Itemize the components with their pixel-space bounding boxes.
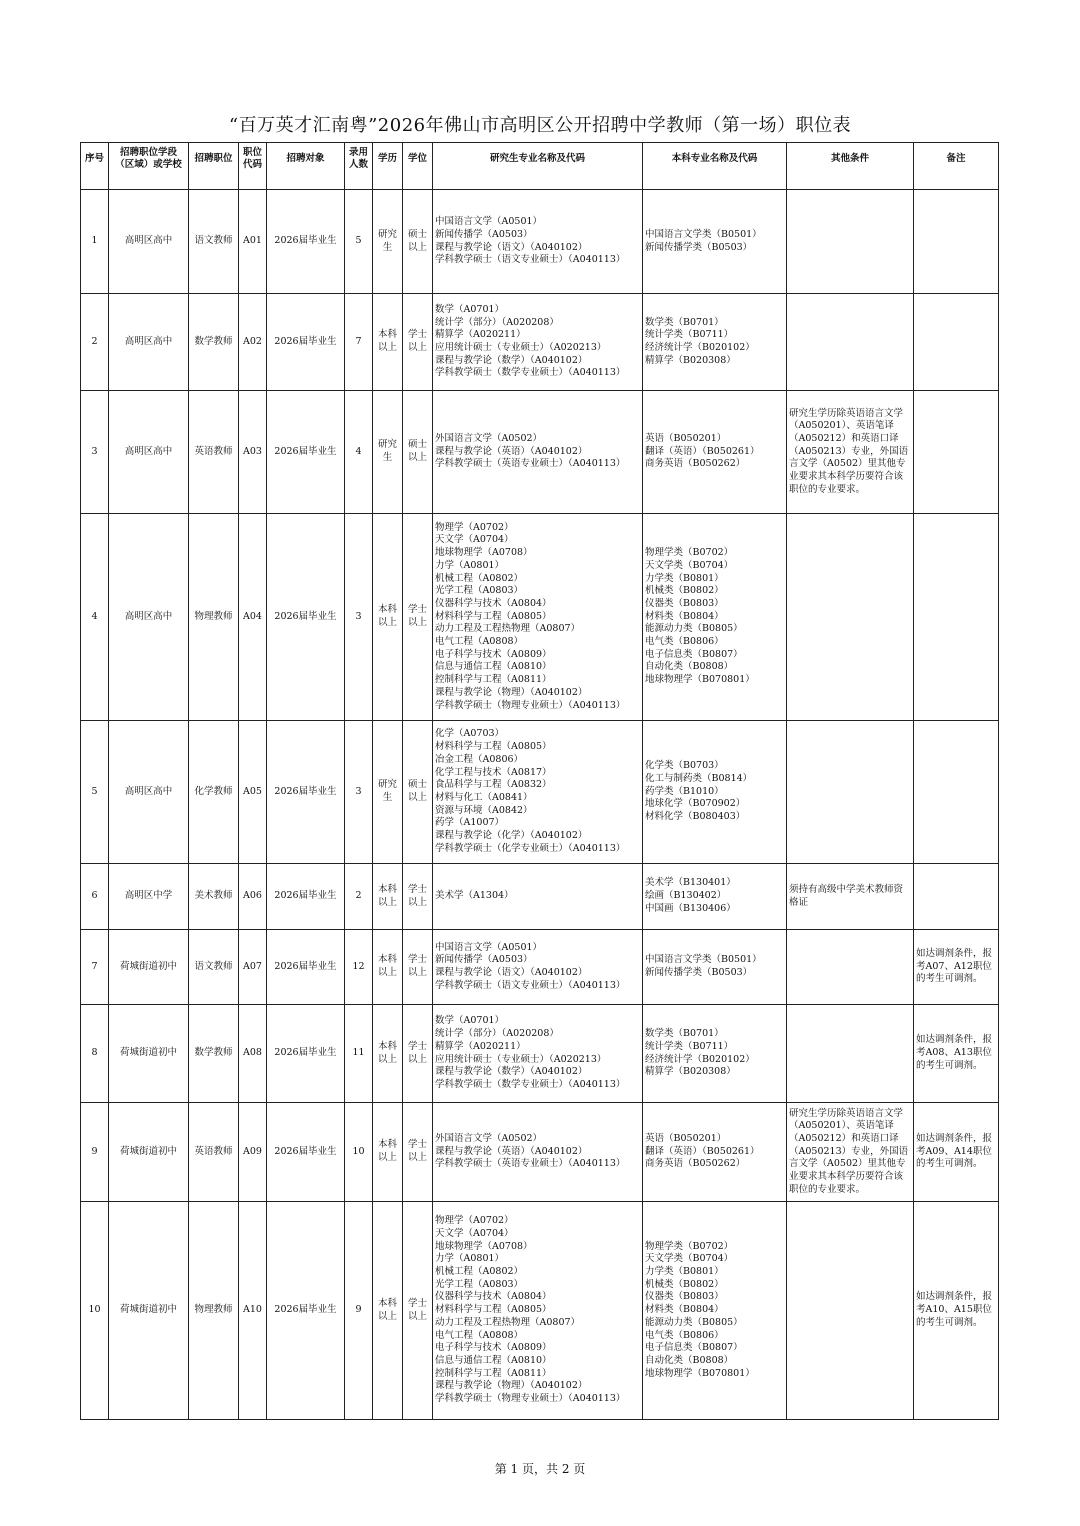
cell-seq: 10 (81, 1202, 109, 1420)
cell-note: 如达调剂条件，报考A08、A13职位的考生可调剂。 (914, 1005, 999, 1103)
header-code: 职位代码 (239, 143, 267, 190)
table-row (81, 1005, 999, 1103)
major-item: 学科教学硕士（物理专业硕士）（A040113） (435, 1393, 626, 1405)
cell-position: 物理教师 (189, 514, 239, 721)
major-item: 课程与教学论（化学）（A040102） (435, 830, 588, 842)
cell-count: 12 (345, 930, 373, 1005)
header-grad-majors: 研究生专业名称及代码 (433, 143, 643, 190)
cell-degree: 学士以上 (403, 930, 433, 1005)
major-item: 学科教学硕士（英语专业硕士）（A040113） (435, 458, 626, 470)
cell-ug-majors (643, 190, 787, 294)
header-ug-majors: 本科专业名称及代码 (643, 143, 787, 190)
cell-grad-majors (433, 1202, 643, 1420)
table-row (81, 1103, 999, 1202)
major-item: 冶金工程（A0806） (435, 753, 524, 765)
major-item: 化工与制药类（B0814） (645, 772, 753, 784)
header-degree: 学位 (403, 143, 433, 190)
major-item: 中国语言文学类（B0501） (645, 228, 762, 240)
cell-position: 美术教师 (189, 864, 239, 930)
cell-code: A10 (239, 1202, 267, 1420)
major-item: 力学类（B0801） (645, 572, 724, 584)
major-item: 电子科学与技术（A0809） (435, 648, 552, 660)
major-item: 学科教学硕士（数学专业硕士）（A040113） (435, 367, 626, 379)
cell-count: 7 (345, 294, 373, 391)
cell-other: 研究生学历除英语语言文学（A050201）、英语笔译（A050212）和英语口译（A050213）专业，外国语言文学（A0502）里其他专业要求其本科学历要符合该职位的专业要求。 (787, 391, 914, 514)
cell-degree: 硕士以上 (403, 190, 433, 294)
cell-other: 须持有高级中学美术教师资格证 (787, 864, 914, 930)
major-item: 课程与教学论（物理）（A040102） (435, 686, 588, 698)
cell-note (914, 190, 999, 294)
cell-note: 如达调剂条件，报考A09、A14职位的考生可调剂。 (914, 1103, 999, 1202)
cell-ug-majors (643, 864, 787, 930)
major-item: 中国语言文学类（B0501） (645, 954, 762, 966)
cell-code: A06 (239, 864, 267, 930)
cell-edu: 本科以上 (373, 1005, 403, 1103)
major-item: 光学工程（A0803） (435, 1278, 524, 1290)
header-area: 招聘职位学段（区域）或学校 (109, 143, 189, 190)
table-row (81, 1202, 999, 1420)
cell-count: 9 (345, 1202, 373, 1420)
cell-code: A07 (239, 930, 267, 1005)
cell-other (787, 930, 914, 1005)
cell-target: 2026届毕业生 (267, 294, 345, 391)
major-item: 统计学类（B0711） (645, 329, 734, 341)
cell-target: 2026届毕业生 (267, 930, 345, 1005)
cell-target: 2026届毕业生 (267, 1005, 345, 1103)
cell-count: 10 (345, 1103, 373, 1202)
major-item: 学科教学硕士（物理专业硕士）（A040113） (435, 699, 626, 711)
major-item: 自动化类（B0808） (645, 1354, 734, 1366)
cell-edu: 研究生 (373, 391, 403, 514)
major-item: 电子科学与技术（A0809） (435, 1342, 552, 1354)
major-item: 绘画（B130402） (645, 890, 727, 902)
header-seq: 序号 (81, 143, 109, 190)
cell-grad-majors (433, 391, 643, 514)
cell-code: A05 (239, 721, 267, 864)
major-item: 机械工程（A0802） (435, 1266, 524, 1278)
cell-degree: 学士以上 (403, 864, 433, 930)
cell-position: 英语教师 (189, 391, 239, 514)
header-note: 备注 (914, 143, 999, 190)
major-item: 学科教学硕士（语文专业硕士）（A040113） (435, 979, 626, 991)
cell-code: A08 (239, 1005, 267, 1103)
major-item: 电气类（B0806） (645, 636, 724, 648)
cell-area: 荷城街道初中 (109, 930, 189, 1005)
cell-code: A01 (239, 190, 267, 294)
cell-degree: 学士以上 (403, 514, 433, 721)
major-item: 物理学类（B0702） (645, 1240, 734, 1252)
cell-code: A09 (239, 1103, 267, 1202)
page-title: “百万英才汇南粤”2026年佛山市高明区公开招聘中学教师（第一场）职位表 (228, 115, 852, 136)
cell-ug-majors (643, 1202, 787, 1420)
major-item: 地球物理学（B070801） (645, 674, 755, 686)
cell-seq: 6 (81, 864, 109, 930)
major-item: 中国语言文学（A0501） (435, 216, 543, 228)
cell-seq: 2 (81, 294, 109, 391)
cell-target: 2026届毕业生 (267, 514, 345, 721)
table-row (81, 391, 999, 514)
major-item: 化学类（B0703） (645, 760, 724, 772)
major-item: 学科教学硕士（化学专业硕士）（A040113） (435, 842, 626, 854)
cell-degree: 学士以上 (403, 1202, 433, 1420)
cell-other (787, 1202, 914, 1420)
major-item: 机械类（B0802） (645, 585, 724, 597)
cell-grad-majors (433, 864, 643, 930)
major-item: 力学（A0801） (435, 1253, 505, 1265)
major-item: 仪器科学与技术（A0804） (435, 597, 552, 609)
major-item: 地球物理学（A0708） (435, 1240, 533, 1252)
header-edu: 学历 (373, 143, 403, 190)
cell-note (914, 294, 999, 391)
major-item: 材料类（B0804） (645, 1304, 724, 1316)
cell-degree: 硕士以上 (403, 391, 433, 514)
cell-edu: 本科以上 (373, 514, 403, 721)
major-item: 电气工程（A0808） (435, 1329, 524, 1341)
major-item: 天文学（A0704） (435, 534, 514, 546)
major-item: 数学类（B0701） (645, 316, 724, 328)
cell-seq: 9 (81, 1103, 109, 1202)
cell-area: 高明区中学 (109, 864, 189, 930)
cell-target: 2026届毕业生 (267, 721, 345, 864)
header-count: 录用人数 (345, 143, 373, 190)
cell-other (787, 514, 914, 721)
major-item: 商务英语（B050262） (645, 1158, 746, 1170)
cell-code: A03 (239, 391, 267, 514)
table-row (81, 721, 999, 864)
major-item: 精算学（A020211） (435, 329, 526, 341)
major-item: 课程与教学论（语文）（A040102） (435, 241, 588, 253)
major-item: 电气工程（A0808） (435, 636, 524, 648)
major-item: 物理学类（B0702） (645, 547, 734, 559)
major-item: 机械类（B0802） (645, 1278, 724, 1290)
major-item: 控制科学与工程（A0811） (435, 1367, 552, 1379)
cell-count: 11 (345, 1005, 373, 1103)
cell-count: 5 (345, 190, 373, 294)
cell-edu: 本科以上 (373, 930, 403, 1005)
table-row (81, 514, 999, 721)
cell-ug-majors (643, 1005, 787, 1103)
major-item: 材料类（B0804） (645, 610, 724, 622)
cell-other: 研究生学历除英语语言文学（A050201）、英语笔译（A050212）和英语口译（A050213）专业，外国语言文学（A0502）里其他专业要求其本科学历要符合该职位的专业要求。 (787, 1103, 914, 1202)
cell-note: 如达调剂条件，报考A10、A15职位的考生可调剂。 (914, 1202, 999, 1420)
major-item: 材料科学与工程（A0805） (435, 610, 552, 622)
major-item: 电子信息类（B0807） (645, 1342, 743, 1354)
major-item: 经济统计学（B020102） (645, 342, 755, 353)
major-item: 仪器类（B0803） (645, 597, 724, 609)
major-item: 药学类（B1010） (645, 785, 724, 797)
cell-count: 3 (345, 514, 373, 721)
major-item: 英语（B050201） (645, 1132, 727, 1144)
major-item: 统计学类（B0711） (645, 1040, 734, 1052)
major-item: 课程与教学论（英语）（A040102） (435, 1145, 588, 1157)
major-item: 天文学（A0704） (435, 1227, 514, 1239)
cell-edu: 本科以上 (373, 294, 403, 391)
major-item: 天文学类（B0704） (645, 559, 734, 571)
major-item: 商务英语（B050262） (645, 458, 746, 470)
major-item: 学科教学硕士（数学专业硕士）（A040113） (435, 1078, 626, 1090)
cell-position: 数学教师 (189, 1005, 239, 1103)
cell-target: 2026届毕业生 (267, 864, 345, 930)
major-item: 仪器类（B0803） (645, 1291, 724, 1303)
major-item: 力学（A0801） (435, 559, 505, 571)
cell-ug-majors (643, 514, 787, 721)
major-item: 美术学（B130401） (645, 877, 736, 889)
major-item: 新闻传播学类（B0503） (645, 241, 753, 253)
major-item: 天文学类（B0704） (645, 1253, 734, 1265)
cell-seq: 4 (81, 514, 109, 721)
cell-area: 高明区高中 (109, 190, 189, 294)
cell-edu: 研究生 (373, 190, 403, 294)
major-item: 英语（B050201） (645, 432, 727, 444)
cell-grad-majors (433, 1005, 643, 1103)
cell-ug-majors (643, 721, 787, 864)
major-item: 课程与教学论（语文）（A040102） (435, 967, 588, 978)
table-row (81, 190, 999, 294)
major-item: 地球物理学（B070801） (645, 1367, 755, 1379)
major-item: 动力工程及工程热物理（A0807） (435, 623, 581, 635)
major-item: 化学（A0703） (435, 728, 505, 740)
cell-edu: 本科以上 (373, 1103, 403, 1202)
major-item: 学科教学硕士（英语专业硕士）（A040113） (435, 1158, 626, 1170)
major-item: 物理学（A0702） (435, 521, 514, 533)
cell-count: 2 (345, 864, 373, 930)
major-item: 中国画（B130406） (645, 902, 736, 914)
cell-seq: 7 (81, 930, 109, 1005)
major-item: 材料科学与工程（A0805） (435, 741, 552, 753)
major-item: 数学类（B0701） (645, 1028, 724, 1040)
major-item: 翻译（英语）（B050261） (645, 1145, 760, 1157)
major-item: 外国语言文学（A0502） (435, 1132, 543, 1144)
cell-ug-majors (643, 930, 787, 1005)
major-item: 新闻传播学（A0503） (435, 954, 533, 966)
cell-area: 荷城街道初中 (109, 1103, 189, 1202)
cell-other (787, 1005, 914, 1103)
cell-area: 荷城街道初中 (109, 1005, 189, 1103)
major-item: 统计学（部分）（A020208） (435, 316, 559, 328)
major-item: 力学类（B0801） (645, 1266, 724, 1278)
header-position: 招聘职位 (189, 143, 239, 190)
major-item: 机械工程（A0802） (435, 572, 524, 584)
major-item: 中国语言文学（A0501） (435, 941, 543, 953)
cell-note (914, 514, 999, 721)
cell-other (787, 190, 914, 294)
major-item: 仪器科学与技术（A0804） (435, 1291, 552, 1303)
cell-seq: 5 (81, 721, 109, 864)
table-row (81, 864, 999, 930)
major-item: 课程与教学论（数学）（A040102） (435, 1066, 588, 1078)
cell-grad-majors (433, 190, 643, 294)
major-item: 信息与通信工程（A0810） (435, 1354, 552, 1366)
major-item: 新闻传播学类（B0503） (645, 967, 753, 978)
cell-position: 英语教师 (189, 1103, 239, 1202)
major-item: 应用统计硕士（专业硕士）（A020213） (435, 1053, 607, 1065)
major-item: 课程与教学论（英语）（A040102） (435, 445, 588, 457)
cell-edu: 本科以上 (373, 864, 403, 930)
cell-ug-majors (643, 294, 787, 391)
major-item: 材料科学与工程（A0805） (435, 1304, 552, 1316)
cell-code: A02 (239, 294, 267, 391)
major-item: 药学（A1007） (435, 817, 505, 829)
major-item: 外国语言文学（A0502） (435, 432, 543, 444)
major-item: 信息与通信工程（A0810） (435, 661, 552, 673)
cell-position: 语文教师 (189, 930, 239, 1005)
major-item: 翻译（英语）（B050261） (645, 445, 760, 457)
cell-ug-majors (643, 1103, 787, 1202)
cell-position: 物理教师 (189, 1202, 239, 1420)
major-item: 学科教学硕士（语文专业硕士）（A040113） (435, 254, 626, 266)
table-row (81, 930, 999, 1005)
cell-area: 高明区高中 (109, 721, 189, 864)
cell-edu: 研究生 (373, 721, 403, 864)
cell-area: 荷城街道初中 (109, 1202, 189, 1420)
major-item: 能源动力类（B0805） (645, 1316, 743, 1328)
cell-degree: 学士以上 (403, 1103, 433, 1202)
major-item: 光学工程（A0803） (435, 585, 524, 597)
cell-degree: 硕士以上 (403, 721, 433, 864)
cell-position: 语文教师 (189, 190, 239, 294)
cell-grad-majors (433, 721, 643, 864)
major-item: 精算学（A020211） (435, 1040, 526, 1052)
major-item: 自动化类（B0808） (645, 661, 734, 673)
cell-seq: 8 (81, 1005, 109, 1103)
page-footer: 第 1 页，共 2 页 (494, 1462, 586, 1476)
major-item: 控制科学与工程（A0811） (435, 674, 552, 686)
cell-target: 2026届毕业生 (267, 1103, 345, 1202)
major-item: 物理学（A0702） (435, 1215, 514, 1227)
table-row (81, 294, 999, 391)
cell-grad-majors (433, 1103, 643, 1202)
cell-grad-majors (433, 514, 643, 721)
cell-grad-majors (433, 930, 643, 1005)
cell-ug-majors (643, 391, 787, 514)
cell-note: 如达调剂条件，报考A07、A12职位的考生可调剂。 (914, 930, 999, 1005)
major-item: 应用统计硕士（专业硕士）（A020213） (435, 342, 607, 353)
cell-position: 化学教师 (189, 721, 239, 864)
major-item: 地球化学（B070902） (645, 798, 746, 810)
major-item: 数学（A0701） (435, 1015, 505, 1027)
major-item: 数学（A0701） (435, 303, 505, 315)
cell-other (787, 294, 914, 391)
major-item: 课程与教学论（数学）（A040102） (435, 354, 588, 366)
major-item: 材料化学（B080403） (645, 811, 746, 823)
major-item: 精算学（B020308） (645, 354, 736, 366)
cell-count: 4 (345, 391, 373, 514)
cell-seq: 3 (81, 391, 109, 514)
major-item: 地球物理学（A0708） (435, 547, 533, 559)
header-other: 其他条件 (787, 143, 914, 190)
cell-position: 数学教师 (189, 294, 239, 391)
cell-area: 高明区高中 (109, 294, 189, 391)
cell-target: 2026届毕业生 (267, 391, 345, 514)
major-item: 电子信息类（B0807） (645, 648, 743, 660)
major-item: 电气类（B0806） (645, 1329, 724, 1341)
major-item: 统计学（部分）（A020208） (435, 1028, 559, 1040)
cell-other (787, 721, 914, 864)
job-table (80, 142, 999, 1420)
major-item: 精算学（B020308） (645, 1066, 736, 1078)
major-item: 能源动力类（B0805） (645, 623, 743, 635)
major-item: 化学工程与技术（A0817） (435, 766, 552, 778)
cell-degree: 学士以上 (403, 294, 433, 391)
major-item: 食品科学与工程（A0832） (435, 779, 552, 791)
cell-target: 2026届毕业生 (267, 1202, 345, 1420)
major-item: 课程与教学论（物理）（A040102） (435, 1380, 588, 1392)
cell-seq: 1 (81, 190, 109, 294)
cell-target: 2026届毕业生 (267, 190, 345, 294)
header-target: 招聘对象 (267, 143, 345, 190)
cell-note (914, 391, 999, 514)
major-item: 动力工程及工程热物理（A0807） (435, 1316, 581, 1328)
cell-grad-majors (433, 294, 643, 391)
cell-area: 高明区高中 (109, 514, 189, 721)
major-item: 新闻传播学（A0503） (435, 228, 533, 240)
header-row (81, 143, 999, 190)
major-item: 材料与化工（A0841） (435, 792, 533, 803)
cell-note (914, 864, 999, 930)
major-item: 经济统计学（B020102） (645, 1053, 755, 1065)
major-item: 美术学（A1304） (435, 890, 514, 902)
job-table-body (81, 190, 999, 1420)
cell-code: A04 (239, 514, 267, 721)
cell-note (914, 721, 999, 864)
cell-degree: 学士以上 (403, 1005, 433, 1103)
cell-count: 3 (345, 721, 373, 864)
cell-area: 高明区高中 (109, 391, 189, 514)
major-item: 资源与环境（A0842） (435, 804, 533, 816)
cell-edu: 本科以上 (373, 1202, 403, 1420)
